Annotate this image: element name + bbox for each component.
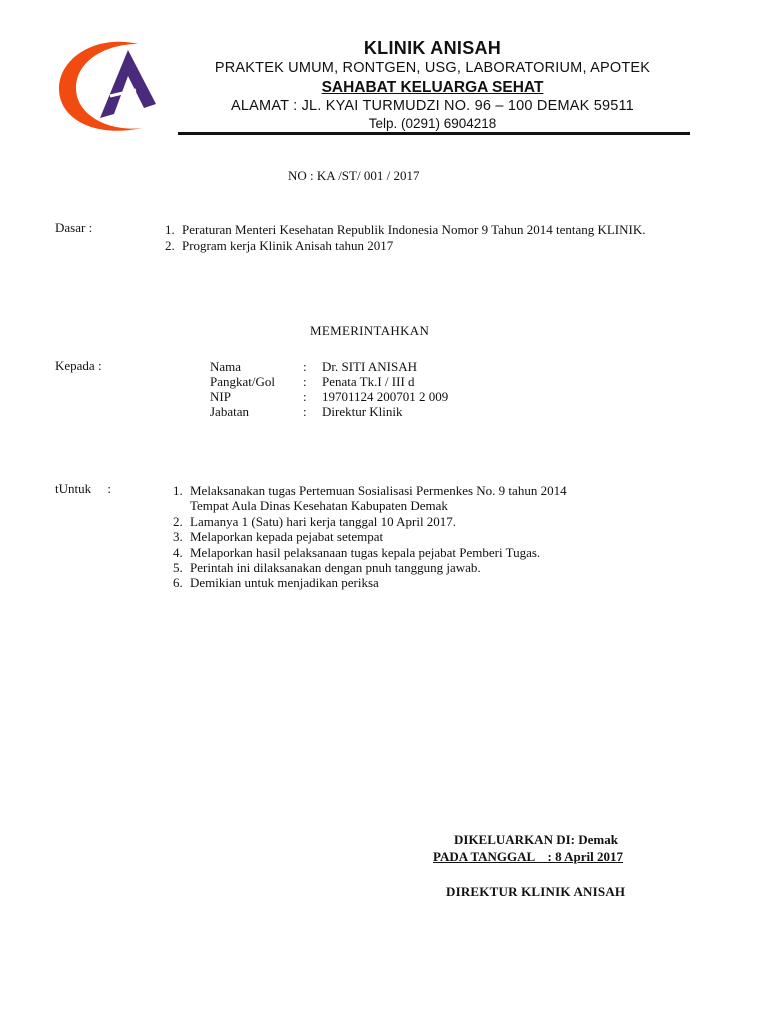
- logo-purple-a: [100, 50, 156, 118]
- issued-date-label: PADA TANGGAL: [433, 849, 535, 864]
- untuk-item-text: Melaporkan kepada pejabat setempat: [190, 529, 384, 545]
- clinic-services: PRAKTEK UMUM, RONTGEN, USG, LABORATORIUM, APOTEK: [214, 60, 651, 76]
- untuk-item-number: 4.: [173, 544, 183, 560]
- untuk-item: [168, 529, 668, 544]
- untuk-item-text: Perintah ini dilaksanakan dengan pnuh tanggung jawab.: [190, 560, 481, 576]
- kepada-label: Kepada :: [55, 358, 102, 373]
- kepada-value: 19701124 200701 2 009: [322, 389, 449, 404]
- dasar-item-text: Peraturan Menteri Kesehatan Republik Indonesia Nomor 9 Tahun 2014 tentang KLINIK.: [182, 222, 646, 237]
- untuk-item-number: 3.: [173, 529, 183, 545]
- dasar-label: Dasar :: [55, 220, 93, 235]
- clinic-logo: [56, 38, 162, 134]
- dasar-item-text: Program kerja Klinik Anisah tahun 2017: [182, 238, 394, 253]
- clinic-address: ALAMAT : JL. KYAI TURMUDZI NO. 96 – 100 DEMAK 59511: [231, 98, 634, 114]
- kepada-separator: :: [303, 359, 307, 374]
- untuk-item-number: 1.: [173, 483, 183, 498]
- signer-title: DIREKTUR KLINIK ANISAH: [446, 884, 626, 899]
- clinic-tagline: SAHABAT KELUARGA SEHAT: [321, 79, 544, 96]
- kepada-key: NIP: [210, 389, 231, 404]
- dasar-item: [160, 238, 714, 254]
- untuk-item-number: 5.: [173, 560, 183, 576]
- clinic-phone: Telp. (0291) 6904218: [368, 116, 497, 131]
- header-divider: [178, 132, 690, 135]
- kepada-value: Direktur Klinik: [322, 404, 403, 419]
- kepada-separator: :: [303, 404, 307, 419]
- issued-at: DIKELUARKAN DI: Demak: [454, 832, 618, 847]
- issued-date-value: : 8 April 2017: [534, 849, 623, 864]
- untuk-item-number: 6.: [173, 575, 183, 591]
- kepada-key: Jabatan: [210, 404, 249, 419]
- untuk-item-text: Lamanya 1 (Satu) hari kerja tanggal 10 April 2017.: [190, 513, 457, 529]
- untuk-item-continuation: Tempat Aula Dinas Kesehatan Kabupaten Demak: [190, 498, 448, 514]
- kepada-value: Penata Tk.I / III d: [322, 374, 415, 389]
- untuk-list: [168, 483, 668, 591]
- untuk-item-number: 2.: [173, 513, 183, 529]
- untuk-item: [168, 545, 668, 560]
- kepada-separator: :: [303, 389, 307, 404]
- kepada-separator: :: [303, 374, 307, 389]
- clinic-name: KLINIK ANISAH: [363, 38, 502, 58]
- dasar-item: [160, 222, 714, 238]
- kepada-key: Nama: [210, 359, 242, 374]
- dasar-item-number: 1.: [165, 222, 175, 237]
- untuk-item: [168, 514, 668, 529]
- kepada-value: Dr. SITI ANISAH: [322, 359, 417, 374]
- dasar-item-number: 2.: [165, 238, 175, 253]
- untuk-label: tUntuk :: [55, 481, 111, 496]
- kepada-key: Pangkat/Gol: [210, 374, 275, 389]
- untuk-item: [168, 483, 668, 514]
- dasar-list: [160, 222, 714, 254]
- issued-date: [433, 849, 623, 865]
- untuk-item: [168, 560, 668, 575]
- untuk-item-text: Melaksanakan tugas Pertemuan Sosialisasi Permenkes No. 9 tahun 2014: [190, 483, 567, 498]
- document-number: NO : KA /ST/ 001 / 2017: [288, 168, 420, 183]
- untuk-item-text: Demikian untuk menjadikan periksa: [190, 575, 379, 591]
- untuk-item: [168, 575, 668, 590]
- untuk-item-text: Melaporkan hasil pelaksanaan tugas kepala pejabat Pemberi Tugas.: [190, 544, 541, 560]
- order-heading: MEMERINTAHKAN: [310, 323, 430, 338]
